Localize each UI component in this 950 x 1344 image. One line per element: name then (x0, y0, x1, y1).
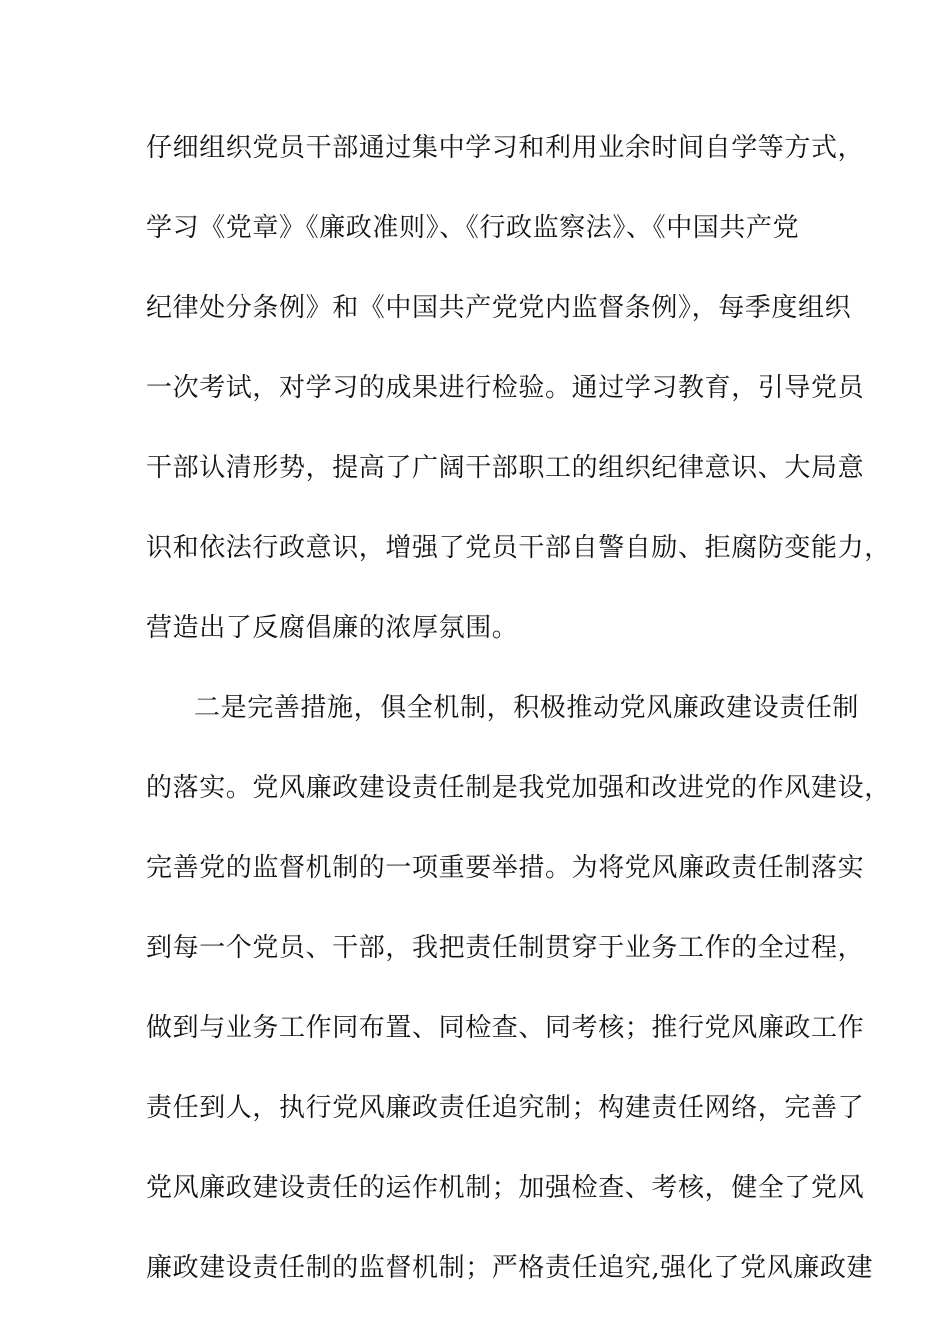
text-line: 做到与业务工作同布置、同检查、同考核；推行党风廉政工作 (146, 1013, 865, 1043)
text-line: 到每一个党员、干部，我把责任制贯穿于业务工作的全过程， (146, 933, 865, 963)
text-line: 一次考试，对学习的成果进行检验。通过学习教育，引导党员 (146, 373, 865, 403)
text-line: 干部认清形势，提高了广阔干部职工的组织纪律意识、大局意 (146, 453, 865, 483)
text-line: 营造出了反腐倡廉的浓厚氛围。 (146, 613, 519, 643)
text-line: 党风廉政建设责任的运作机制；加强检查、考核，健全了党风 (146, 1173, 865, 1203)
text-line: 完善党的监督机制的一项重要举措。为将党风廉政责任制落实 (146, 853, 865, 883)
text-line: 识和依法行政意识，增强了党员干部自警自励、拒腐防变能力， (146, 533, 891, 563)
text-line: 学习《党章》《廉政准则》、《行政监察法》、《中国共产党 (146, 213, 800, 243)
text-line: 仔细组织党员干部通过集中学习和利用业余时间自学等方式， (146, 133, 865, 163)
text-line: 的落实。党风廉政建设责任制是我党加强和改进党的作风建设， (146, 773, 891, 803)
text-line: 责任到人，执行党风廉政责任追究制；构建责任网络，完善了 (146, 1093, 865, 1123)
body-text (146, 128, 891, 1328)
paragraph-start-line: 二是完善措施，俱全机制，积极推动党风廉政建设责任制 (194, 693, 860, 723)
text-line: 纪律处分条例》和《中国共产党党内监督条例》，每季度组织 (146, 293, 852, 323)
text-line: 廉政建设责任制的监督机制；严格责任追究,强化了党风廉政建 (146, 1253, 874, 1283)
